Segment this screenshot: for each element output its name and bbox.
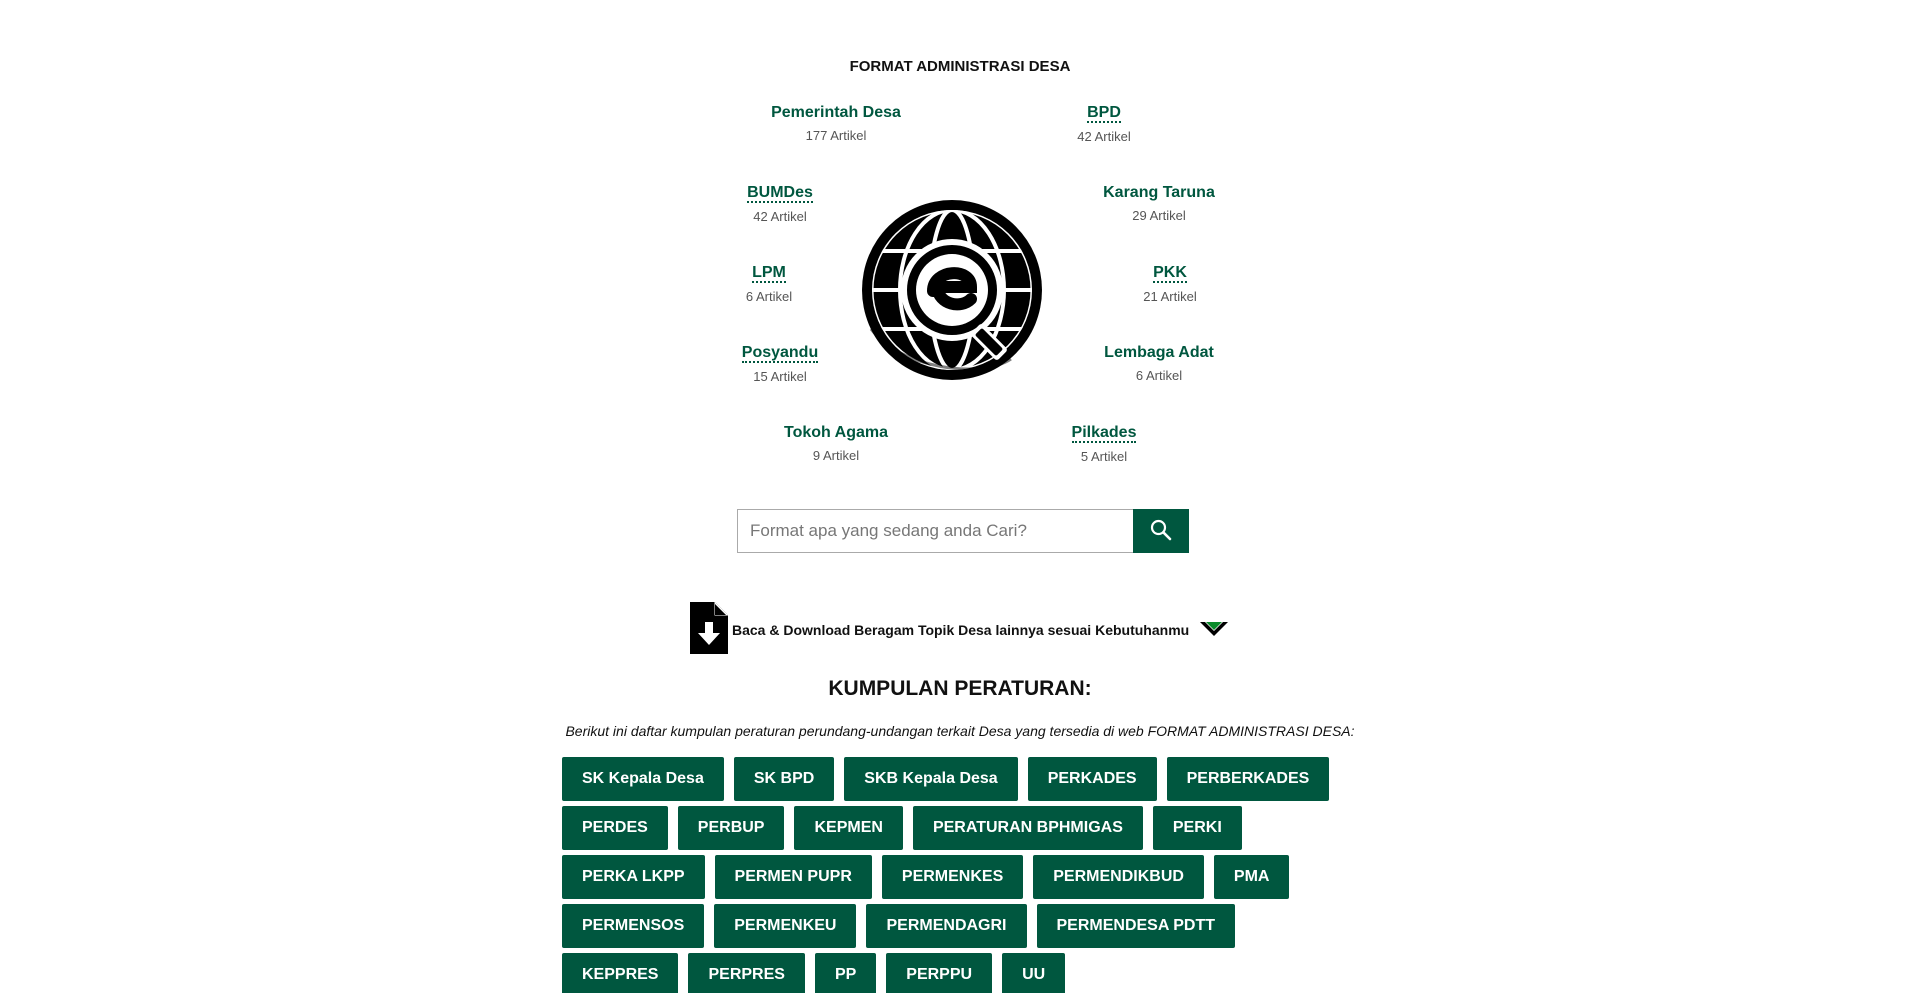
tag-perdes[interactable]: PERDES: [562, 806, 668, 850]
category-link[interactable]: Tokoh Agama: [783, 424, 888, 441]
category-lpm: [659, 264, 879, 304]
category-count: 6 Artikel: [1135, 368, 1183, 383]
chevron-down-icon: [1199, 619, 1229, 644]
category-link[interactable]: BPD: [1087, 104, 1121, 121]
category-count: 15 Artikel: [753, 369, 807, 384]
tag-pp[interactable]: PP: [815, 953, 876, 993]
tag-perppu[interactable]: PERPPU: [886, 953, 992, 993]
category-link[interactable]: Lembaga Adat: [1104, 344, 1214, 361]
tag-kepmen[interactable]: KEPMEN: [794, 806, 902, 850]
search-icon: [1150, 519, 1172, 544]
download-topics-label: Baca & Download Beragam Topik Desa lainnya sesuai Kebutuhanmu: [732, 622, 1190, 638]
tag-permen-pupr[interactable]: PERMEN PUPR: [715, 855, 872, 899]
tag-permensos[interactable]: PERMENSOS: [562, 904, 704, 948]
regulations-description: Berikut ini daftar kumpulan peraturan perundang-undangan terkait Desa yang tersedia di web FORMAT ADMINISTRASI DESA:: [565, 723, 1355, 739]
tag-sk-kepala-desa[interactable]: SK Kepala Desa: [562, 757, 724, 801]
tag-keppres[interactable]: KEPPRES: [562, 953, 678, 993]
tag-row: [562, 904, 1382, 948]
category-bumdes: [670, 184, 890, 224]
tag-perberkades[interactable]: PERBERKADES: [1167, 757, 1330, 801]
category-link[interactable]: Pemerintah Desa: [771, 104, 901, 121]
category-count: 9 Artikel: [812, 448, 860, 463]
regulation-tags: [562, 757, 1382, 993]
tag-permenkes[interactable]: PERMENKES: [882, 855, 1023, 899]
tag-permendagri[interactable]: PERMENDAGRI: [866, 904, 1026, 948]
file-download-icon: [688, 602, 728, 659]
category-posyandu: [670, 344, 890, 384]
tag-skb-kepala-desa[interactable]: SKB Kepala Desa: [844, 757, 1017, 801]
tag-pma[interactable]: PMA: [1214, 855, 1290, 899]
category-link[interactable]: Karang Taruna: [1103, 184, 1215, 201]
site-title: FORMAT ADMINISTRASI DESA: [849, 58, 1071, 75]
tag-peraturan-bphmigas[interactable]: PERATURAN BPHMIGAS: [913, 806, 1143, 850]
globe-magnifier-logo: [861, 199, 1043, 381]
tag-row: [562, 953, 1382, 993]
category-count: 42 Artikel: [753, 209, 807, 224]
category-count: 6 Artikel: [745, 289, 793, 304]
tag-row: [562, 806, 1382, 850]
category-bpd: [994, 104, 1214, 144]
download-topics-toggle[interactable]: [688, 603, 1229, 657]
tag-row: [562, 757, 1382, 801]
tag-permenkeu[interactable]: PERMENKEU: [714, 904, 856, 948]
category-count: 5 Artikel: [1080, 449, 1128, 464]
category-pemerintah-desa: [726, 104, 946, 143]
tag-perbup[interactable]: PERBUP: [678, 806, 785, 850]
tag-perki[interactable]: PERKI: [1153, 806, 1242, 850]
tag-perka-lkpp[interactable]: PERKA LKPP: [562, 855, 705, 899]
category-link[interactable]: BUMDes: [747, 184, 813, 201]
category-pilkades: [994, 424, 1214, 464]
tag-permendikbud[interactable]: PERMENDIKBUD: [1033, 855, 1204, 899]
category-count: 42 Artikel: [1077, 129, 1131, 144]
tag-perkades[interactable]: PERKADES: [1028, 757, 1157, 801]
category-lembaga-adat: [1049, 344, 1269, 383]
category-link[interactable]: PKK: [1153, 264, 1187, 281]
category-karang-taruna: [1049, 184, 1269, 223]
category-link[interactable]: LPM: [752, 264, 786, 281]
category-tokoh-agama: [726, 424, 946, 463]
tag-perpres[interactable]: PERPRES: [688, 953, 804, 993]
regulations-title: KUMPULAN PERATURAN:: [828, 677, 1092, 700]
search-button[interactable]: [1133, 509, 1189, 553]
search-bar: [737, 509, 1189, 553]
category-pkk: [1060, 264, 1280, 304]
tag-uu[interactable]: UU: [1002, 953, 1065, 993]
tag-sk-bpd[interactable]: SK BPD: [734, 757, 834, 801]
category-link[interactable]: Posyandu: [741, 344, 819, 361]
category-count: 177 Artikel: [805, 128, 867, 143]
search-input[interactable]: [737, 509, 1133, 553]
category-count: 29 Artikel: [1132, 208, 1186, 223]
tag-row: [562, 855, 1382, 899]
category-count: 21 Artikel: [1143, 289, 1197, 304]
tag-permendesa-pdtt[interactable]: PERMENDESA PDTT: [1037, 904, 1236, 948]
category-link[interactable]: Pilkades: [1071, 424, 1137, 441]
